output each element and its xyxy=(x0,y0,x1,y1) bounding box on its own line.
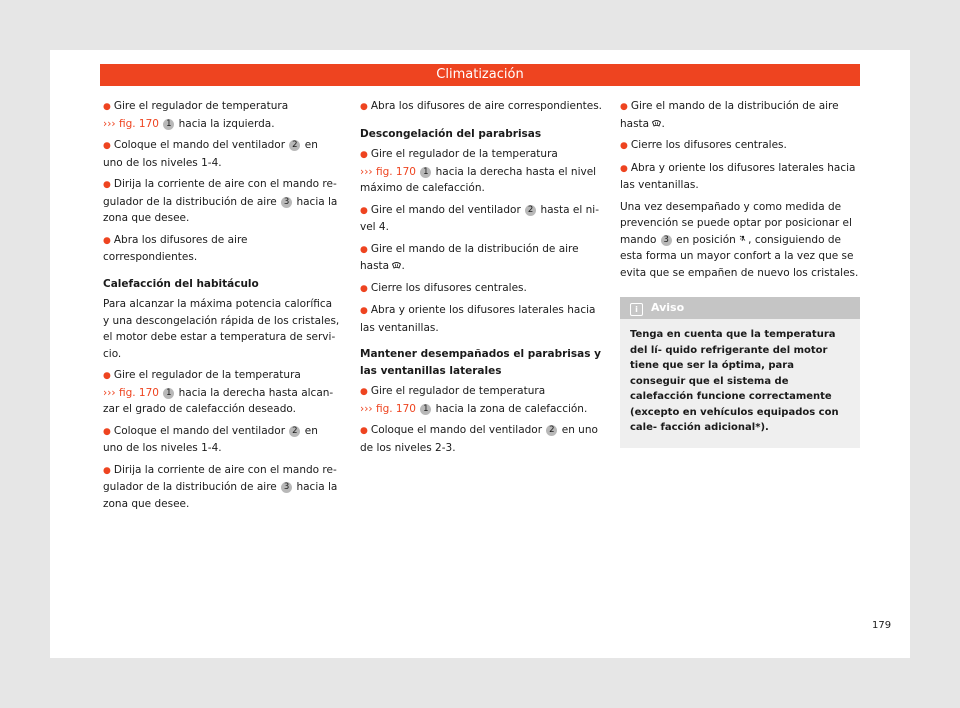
bullet-icon: ● xyxy=(360,306,368,316)
bullet-icon: ● xyxy=(360,387,368,397)
callout-number: 2 xyxy=(546,425,557,436)
bullet-icon: ● xyxy=(360,426,368,436)
bullet-icon: ● xyxy=(360,102,368,112)
bullet-icon: ● xyxy=(620,163,628,174)
bullet-icon: ● xyxy=(103,371,111,381)
bullet-icon: ● xyxy=(103,235,111,246)
section-heading: Mantener desempañados el parabrisas y las ventanillas laterales xyxy=(360,348,601,377)
bullet-icon: ● xyxy=(360,150,368,160)
windshield-defrost-icon xyxy=(652,119,661,127)
paragraph: Para alcanzar la máxima potencia calorífica y una descongelación rápida de los cristales, el motor debe estar a temperatura de servi- cio. xyxy=(103,298,340,360)
list-item: ● Abra los difusores de aire correspondientes. xyxy=(360,100,602,112)
bullet-icon: ● xyxy=(360,283,368,294)
figure-link[interactable]: ››› fig. 170 xyxy=(103,117,159,130)
notice-box xyxy=(620,297,860,448)
notice-header: i Aviso xyxy=(620,297,860,319)
page-number: 179 xyxy=(872,620,892,631)
bullet-icon: ● xyxy=(360,205,368,216)
callout-number: 1 xyxy=(420,167,431,178)
notice-text: Tenga en cuenta que la temperatura del lí- quido refrigerante del motor tiene que ser la óptima, para conseguir que el sistema de calefacción funcione correctamente (excepto en vehículos equipados con cale- facción adicional*). xyxy=(630,329,839,433)
list-item: ● Coloque el mando del ventilador 2 en uno de los niveles 1-4. xyxy=(103,424,318,454)
callout-number: 2 xyxy=(289,426,300,437)
callout-number: 1 xyxy=(163,119,174,130)
list-item: ● Gire el mando de la distribución de aire hasta . xyxy=(620,100,839,130)
bullet-icon: ● xyxy=(103,102,111,112)
section-header: Climatización xyxy=(100,64,860,86)
bullet-icon: ● xyxy=(103,180,111,190)
figure-link[interactable]: ››› fig. 170 xyxy=(360,165,416,178)
list-item: ● Dirija la corriente de aire con el mando re- gulador de la distribución de aire 3 hacia la zona que desee. xyxy=(103,178,338,224)
list-item: ● Gire el regulador de la temperatura ››› fig. 170 1 hacia la derecha hasta el nivel máximo de calefacción. xyxy=(360,148,597,194)
column-1 xyxy=(103,98,340,517)
bullet-icon: ● xyxy=(620,141,628,151)
callout-number: 1 xyxy=(163,388,174,399)
list-item: ● Dirija la corriente de aire con el mando re- gulador de la distribución de aire 3 hacia la zona que desee. xyxy=(103,463,338,510)
list-item: ● Coloque el mando del ventilador 2 en uno de los niveles 2-3. xyxy=(360,424,598,454)
figure-link[interactable]: ››› fig. 170 xyxy=(360,402,416,415)
list-item: ● Gire el regulador de temperatura ››› fig. 170 1 hacia la izquierda. xyxy=(103,100,289,130)
bullet-icon: ● xyxy=(103,426,111,437)
column-2 xyxy=(360,98,602,461)
section-heading: Calefacción del habitáculo xyxy=(103,277,259,290)
callout-number: 3 xyxy=(281,482,292,493)
column-3 xyxy=(620,98,860,448)
list-item: ● Abra los difusores de aire correspondientes. xyxy=(103,233,248,263)
bullet-icon: ● xyxy=(103,141,111,151)
section-heading: Descongelación del parabrisas xyxy=(360,127,542,140)
figure-link[interactable]: ››› fig. 170 xyxy=(103,386,159,399)
list-item: ● Cierre los difusores centrales. xyxy=(360,281,527,294)
list-item: ● Gire el regulador de la temperatura ››› fig. 170 1 hacia la derecha hasta alcan- zar el grado de calefacción deseado. xyxy=(103,369,334,415)
list-item: ● Gire el mando del ventilador 2 hasta el ni- vel 4. xyxy=(360,203,599,233)
list-item: ● Gire el regulador de temperatura ››› fig. 170 1 hacia la zona de calefacción. xyxy=(360,385,588,415)
list-item: ● Abra y oriente los difusores laterales hacia las ventanillas. xyxy=(360,304,596,334)
bullet-icon: ● xyxy=(360,244,368,255)
list-item: ● Coloque el mando del ventilador 2 en uno de los niveles 1-4. xyxy=(103,139,318,169)
callout-number: 3 xyxy=(661,235,672,246)
callout-number: 3 xyxy=(281,197,292,208)
bullet-icon: ● xyxy=(103,465,111,476)
paragraph: Una vez desempañado y como medida de prevención se puede optar por posicionar el mando 3 en posición , consiguiendo de esta forma un mayor confort a la vez que se evita que se empañen de nuevo los cristales. xyxy=(620,200,859,279)
callout-number: 2 xyxy=(289,140,300,151)
air-distribution-icon xyxy=(739,235,748,243)
callout-number: 1 xyxy=(420,404,431,415)
callout-number: 2 xyxy=(525,205,536,216)
bullet-icon: ● xyxy=(620,102,628,112)
info-icon: i xyxy=(630,303,643,316)
list-item: ● Cierre los difusores centrales. xyxy=(620,139,787,151)
list-item: ● Abra y oriente los difusores laterales hacia las ventanillas. xyxy=(620,161,856,191)
windshield-defrost-icon xyxy=(392,261,401,269)
list-item: ● Gire el mando de la distribución de aire hasta . xyxy=(360,242,579,272)
